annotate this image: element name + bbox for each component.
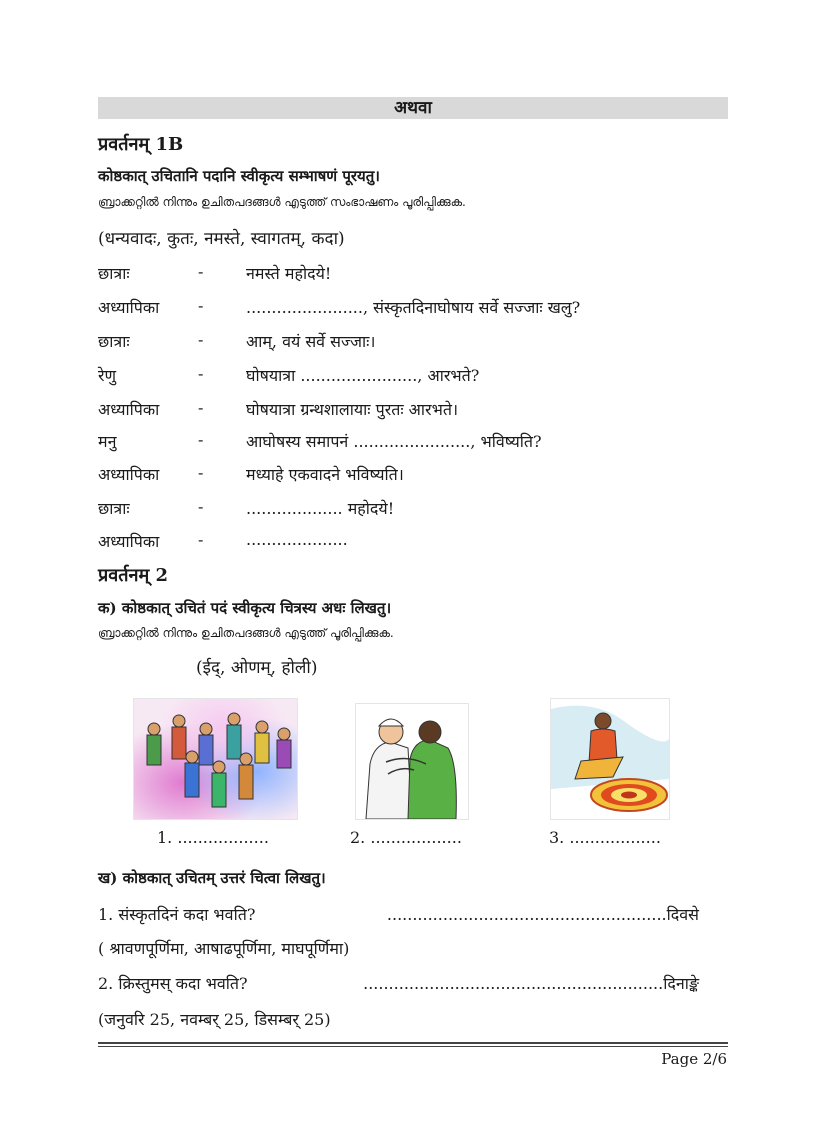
dialogue-speaker: छात्राः — [98, 264, 130, 283]
dialogue-line: मध्याहे एकवादने भविष्यति। — [246, 465, 404, 484]
dialogue-line: आघोषस्य समापनं ......................., भविष्यति? — [246, 432, 542, 451]
dialogue-dash: - — [198, 463, 204, 482]
picture-caption-1: 1. .................. — [157, 828, 269, 847]
answer-blank-2: ...........................................................दिनाङ्के — [363, 974, 699, 993]
part-b-instruction: ख) कोष्ठकात् उचितम् उत्तरं चित्वा लिखतु। — [98, 869, 326, 887]
dialogue-dash: - — [198, 530, 204, 549]
dialogue-speaker: अध्यापिका — [98, 298, 160, 317]
dialogue-dash: - — [198, 330, 204, 349]
dialogue-row — [98, 262, 718, 288]
dialogue-line: .................... — [246, 530, 348, 549]
dialogue-row — [98, 296, 718, 322]
question-2-options: (जनुवरि 25, नवम्बर् 25, डिसम्बर् 25) — [98, 1010, 331, 1029]
dialogue-row — [98, 398, 718, 424]
section-1b-instruction: कोष्ठकात् उचितानि पदानि स्वीकृत्य सम्भाषणं पूरयतु। — [98, 167, 380, 185]
dialogue-row — [98, 463, 718, 489]
dialogue-speaker: छात्राः — [98, 499, 130, 518]
dialogue-line: घोषयात्रा ग्रन्थशालायाः पुरतः आरभते। — [246, 400, 459, 419]
dialogue-row — [98, 497, 718, 523]
question-1-options: ( श्रावणपूर्णिमा, आषाढपूर्णिमा, माघपूर्णिमा) — [98, 939, 350, 958]
dialogue-speaker: मनु — [98, 432, 117, 451]
section-1b-options: (धन्यवादः, कुतः, नमस्ते, स्वागतम्, कदा) — [98, 229, 345, 249]
dialogue-dash: - — [198, 364, 204, 383]
dialogue-line: ................... महोदये! — [246, 499, 395, 518]
dialogue-line: नमस्ते महोदये! — [246, 264, 332, 283]
section-1b-title: प्रवर्तनम् 1B — [98, 134, 184, 155]
part-a-instruction-ml: ബ്രാക്കറ്റിൽ നിന്നും ഉചിതപദങ്ങൾ എടുത്ത് പൂരിപ്പിക്കുക. — [98, 626, 394, 640]
dialogue-line: घोषयात्रा ......................., आरभते? — [246, 366, 480, 385]
dialogue-row — [98, 530, 718, 556]
onam-picture — [550, 698, 670, 820]
part-a-options: (ईद्, ओणम्, होली) — [196, 658, 318, 678]
question-2: 2. क्रिस्तुमस् कदा भवति? — [98, 974, 248, 993]
holi-picture — [133, 698, 298, 820]
dialogue-dash: - — [198, 296, 204, 315]
picture-caption-2: 2. .................. — [350, 828, 462, 847]
dialogue-dash: - — [198, 262, 204, 281]
athava-band — [98, 97, 728, 119]
dialogue-row — [98, 430, 718, 456]
dialogue-speaker: अध्यापिका — [98, 465, 160, 484]
dialogue-row — [98, 364, 718, 390]
dialogue-speaker: छात्राः — [98, 332, 130, 351]
eid-picture — [355, 703, 469, 820]
section-2-title: प्रवर्तनम् 2 — [98, 565, 169, 586]
dialogue-line: आम्, वयं सर्वे सज्जाः। — [246, 332, 376, 351]
athava-label: अथवा — [394, 98, 432, 118]
picture-caption-3: 3. .................. — [549, 828, 661, 847]
question-1: 1. संस्कृतदिनं कदा भवति? — [98, 905, 256, 924]
answer-blank-1: .......................................................दिवसे — [386, 905, 699, 924]
dialogue-dash: - — [198, 398, 204, 417]
page-number: Page 2/6 — [661, 1050, 727, 1068]
section-1b-instruction-ml: ബ്രാക്കറ്റിൽ നിന്നും ഉചിതപദങ്ങൾ എടുത്ത് സംഭാഷണം പൂരിപ്പിക്കുക. — [98, 195, 466, 209]
footer-rule — [98, 1042, 728, 1044]
dialogue-dash: - — [198, 497, 204, 516]
dialogue-row — [98, 330, 718, 356]
dialogue-line: ......................., संस्कृतदिनाघोषाय सर्वे सज्जाः खलु? — [246, 298, 581, 317]
dialogue-dash: - — [198, 430, 204, 449]
part-a-instruction: क) कोष्ठकात् उचितं पदं स्वीकृत्य चित्रस्य अधः लिखतु। — [98, 599, 392, 617]
dialogue-speaker: अध्यापिका — [98, 532, 160, 551]
dialogue-speaker: रेणु — [98, 366, 117, 385]
footer-rule-thin — [98, 1046, 728, 1047]
dialogue-speaker: अध्यापिका — [98, 400, 160, 419]
